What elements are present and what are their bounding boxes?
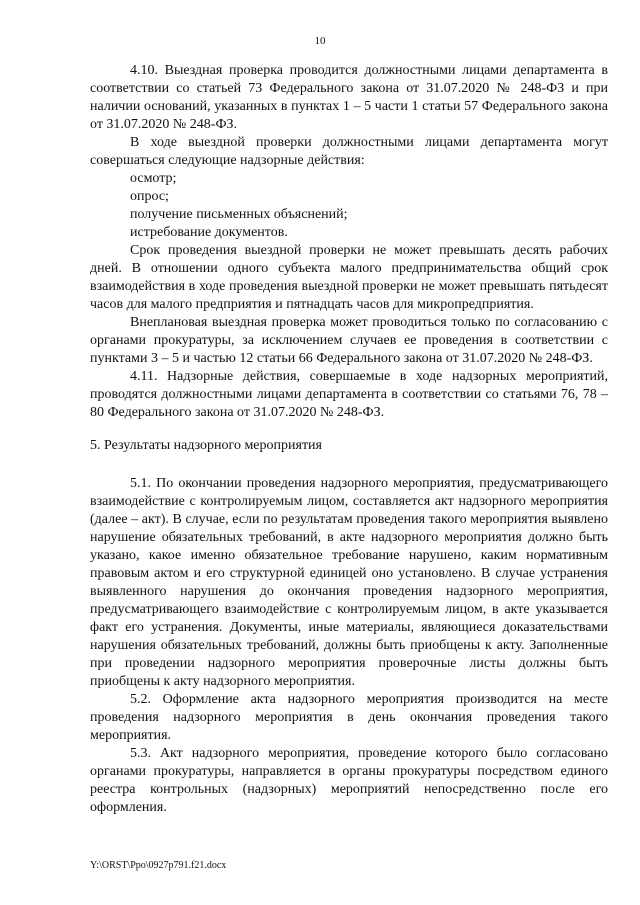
list-item: опрос; (130, 189, 169, 204)
paragraph-4-10: 4.10. Выездная проверка проводится должностными лицами департамента в соответствии со статьей 73 Федерального закона от 31.07.2020 № 248-ФЗ и при наличии оснований, указанных в пунктах 1 – 5 части 1 статьи 57 Федерального закона от 31.07.2020 № 248-ФЗ. (90, 63, 608, 132)
paragraph-5-2: 5.2. Оформление акта надзорного мероприятия производится на месте проведения надзорного мероприятия в день окончания проведения такого мероприятия. (90, 692, 608, 743)
file-path-footer: Y:\ORST\Ppo\0927p791.f21.docx (90, 860, 227, 871)
list-item: осмотр; (130, 171, 177, 186)
paragraph-unscheduled-inspection: Внеплановая выездная проверка может проводиться только по согласованию с органами прокуратуры, за исключением случаев ее проведения в соответствии с пунктами 3 – 5 и частью 12 статьи 66 Федерального закона от 31.07.2020 № 248-ФЗ. (90, 315, 608, 366)
list-item: получение письменных объяснений; (130, 207, 348, 222)
section-heading: 5. Результаты надзорного мероприятия (90, 438, 322, 453)
page-number: 10 (314, 35, 326, 47)
document-body (90, 62, 608, 817)
paragraph-5-3: 5.3. Акт надзорного мероприятия, проведение которого было согласовано органами прокуратуры, направляется в органы прокуратуры посредством единого реестра контрольных (надзорных) мероприятий непосредственно после его оформления. (90, 746, 608, 815)
paragraph-4-11: 4.11. Надзорные действия, совершаемые в ходе надзорных мероприятий, проводятся должностными лицами департамента в соответствии со статьями 76, 78 – 80 Федерального закона от 31.07.2020 № 248-ФЗ. (90, 369, 608, 420)
paragraph-inspection-term: Срок проведения выездной проверки не может превышать десять рабочих дней. В отношении одного субъекта малого предпринимательства общий срок взаимодействия в ходе проведения выездной проверки не может превышать пятьдесят часов для малого предприятия и пятнадцать часов для микропредприятия. (90, 243, 608, 312)
list-item: истребование документов. (130, 225, 288, 240)
paragraph-inspection-actions: В ходе выездной проверки должностными лицами департамента могут совершаться следующие надзорные действия: (90, 135, 608, 168)
paragraph-5-1: 5.1. По окончании проведения надзорного мероприятия, предусматривающего взаимодействие с контролируемым лицом, составляется акт надзорного мероприятия (далее – акт). В случае, если по результатам проведения такого мероприятия выявлено нарушение обязательных требований, в акте надзорного мероприятия должно быть указано, какое именно обязательное требование нарушено, каким нормативным правовым актом и его структурной единицей оно установлено. В случае устранения выявленного нарушения до окончания проведения надзорного мероприятия, предусматривающего взаимодействие с контролируемым лицом, в акте указывается факт его устранения. Документы, иные материалы, являющиеся доказательствами нарушения обязательных требований, должны быть приобщены к акту. Заполненные при проведении надзорного мероприятия проверочные листы должны быть приобщены к акту надзорного мероприятия. (90, 476, 608, 689)
